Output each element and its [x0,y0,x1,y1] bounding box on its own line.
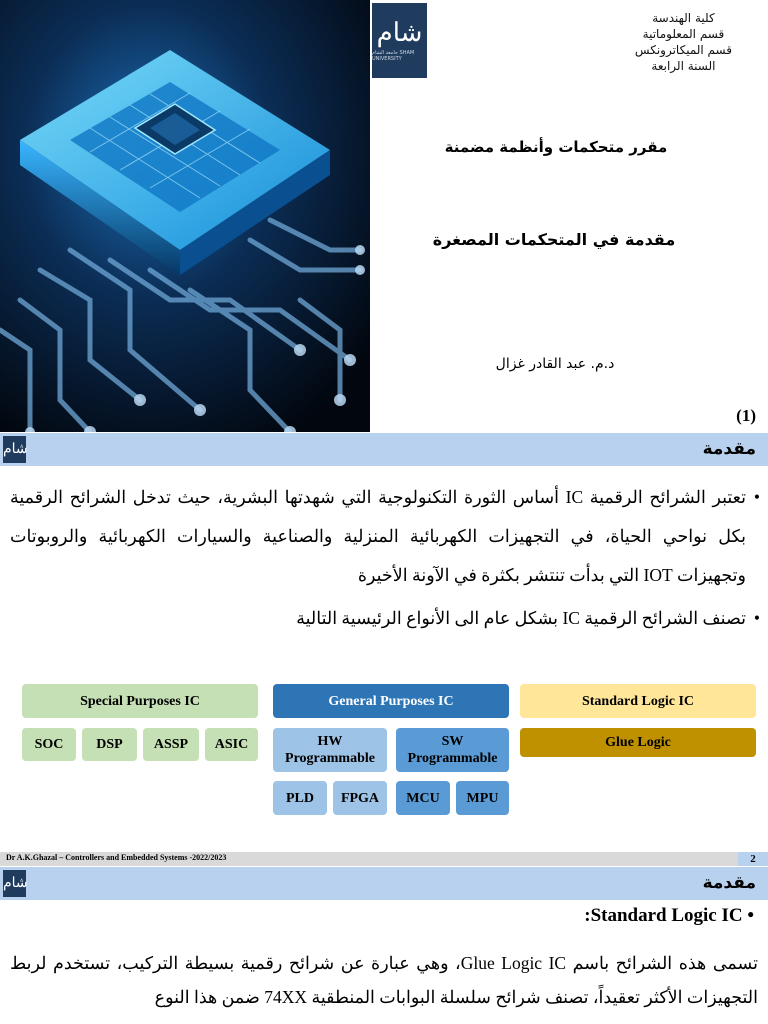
department-info [635,10,732,74]
university-logo-small: شام [3,870,26,897]
dsp-box: DSP [82,728,137,761]
fpga-box: FPGA [333,781,387,815]
dept-line: قسم الميكاترونكس [634,43,732,57]
course-title: مقرر متحكمات وأنظمة مضمنة [444,138,668,156]
page-number: 2 [738,852,768,866]
glowing-chip-image [0,0,370,432]
mpu-box: MPU [456,781,509,815]
logo-caption: جامعة الشام SHAM UNIVERSITY [372,49,415,62]
pld-box: PLD [273,781,327,815]
slide-title: مقدمة [702,873,756,893]
general-purposes-box: General Purposes IC [273,684,509,718]
title-slide [0,0,768,432]
bullet-item: • تصنف الشرائح الرقمية IC بشكل عام الى الأنواع الرئيسية التالية [10,599,758,638]
university-logo [372,3,427,78]
slide-title: مقدمة [702,439,756,459]
logo-mark: شام [376,17,423,48]
bullet-item: • تعتبر الشرائح الرقمية IC أساس الثورة التكنولوجية التي شهدتها البشرية، حيث تدخل الشرائح الرقمية بكل نواحي الحياة، في التجهيزات الكهربائية المنزلية والصناعية والسيارات الكهربائية والروبوتات وتجهيزات IOT التي بدأت تنتشر بكثرة في الآونة الأخيرة [10,478,758,595]
asic-box: ASIC [205,728,258,761]
slide-footer [0,852,768,866]
lecture-subtitle: مقدمة في المتحكمات المصغرة [432,230,676,249]
author-name: د.م. عبد القادر غزال [495,356,615,372]
section-paragraph: تسمى هذه الشرائح باسم Glue Logic IC، وهي عبارة عن شرائح رقمية بسيطة التركيب، تستخدم لربط التجهيزات الأكثر تعقيداً، تصنف شرائح سلسلة البوابات المنطقية 74XX ضمن هذا النوع [10,953,759,1007]
slide-header-bar [0,867,768,900]
hw-programmable-box: HW Programmable [273,728,387,772]
slide-header-bar [0,433,768,466]
dept-line: قسم المعلوماتية [642,27,725,41]
glue-logic-box: Glue Logic [520,728,756,757]
bullet-list [10,478,758,638]
standard-logic-box: Standard Logic IC [520,684,756,718]
section-heading: • Standard Logic IC: [584,905,754,926]
assp-box: ASSP [143,728,199,761]
dept-line: كلية الهندسة [652,11,715,25]
footer-text: Dr A.K.Ghazal – Controllers and Embedded Systems -2022/2023 [6,853,227,862]
special-purposes-box: Special Purposes IC [22,684,258,718]
page-number: (1) [736,406,756,425]
soc-box: SOC [22,728,76,761]
sw-programmable-box: SW Programmable [396,728,509,772]
dept-line: السنة الرابعة [651,59,716,73]
mcu-box: MCU [396,781,450,815]
university-logo-small: شام [3,436,26,463]
